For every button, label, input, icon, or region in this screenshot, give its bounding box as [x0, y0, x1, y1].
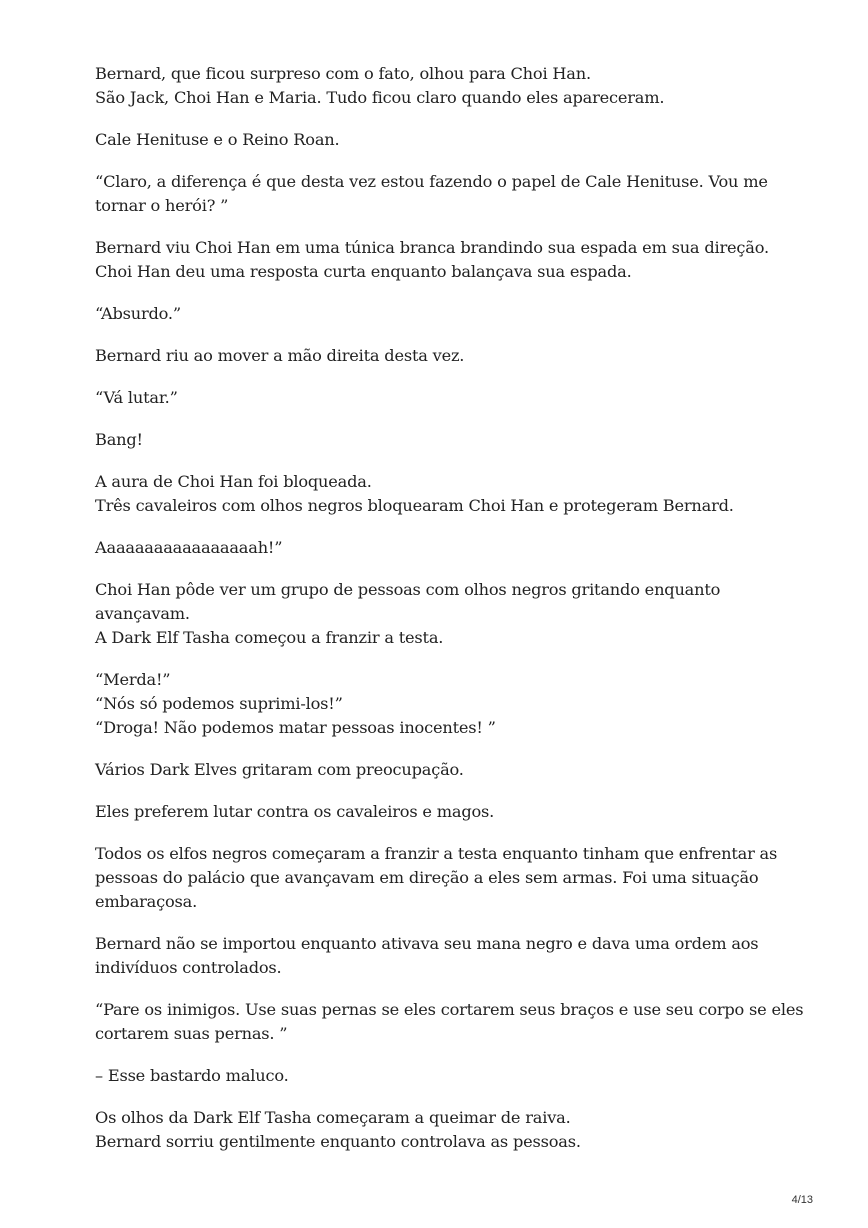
text-line: Os olhos da Dark Elf Tasha começaram a queimar de raiva. [95, 1108, 571, 1127]
text-line: São Jack, Choi Han e Maria. Tudo ficou claro quando eles apareceram. [95, 88, 665, 107]
text-line: Bernard, que ficou surpreso com o fato, olhou para Choi Han. [95, 64, 591, 83]
text-line: A Dark Elf Tasha começou a franzir a testa. [95, 628, 444, 647]
text-line: Choi Han deu uma resposta curta enquanto balançava sua espada. [95, 262, 632, 281]
text-line: “Vá lutar.” [95, 388, 178, 407]
paragraph [95, 536, 785, 560]
text-line: Bernard sorriu gentilmente enquanto controlava as pessoas. [95, 1132, 581, 1151]
text-line: Eles preferem lutar contra os cavaleiros e magos. [95, 802, 495, 821]
text-line: Três cavaleiros com olhos negros bloquearam Choi Han e protegeram Bernard. [95, 496, 734, 515]
text-line: tornar o herói? ” [95, 196, 229, 215]
text-line: Vários Dark Elves gritaram com preocupação. [95, 760, 464, 779]
paragraph [95, 842, 785, 914]
text-line: “Nós só podemos suprimi-los!” [95, 694, 343, 713]
paragraph [95, 170, 785, 218]
text-line: Cale Henituse e o Reino Roan. [95, 130, 340, 149]
paragraph [95, 1106, 785, 1154]
paragraph [95, 128, 785, 152]
document-body [95, 62, 804, 1172]
paragraph [95, 578, 785, 650]
text-line: “Pare os inimigos. Use suas pernas se eles cortarem seus braços e use seu corpo se eles [95, 1000, 804, 1019]
text-line: Bernard viu Choi Han em uma túnica branca brandindo sua espada em sua direção. [95, 238, 769, 257]
text-line: embaraçosa. [95, 892, 198, 911]
paragraph [95, 1064, 785, 1088]
text-line: pessoas do palácio que avançavam em direção a eles sem armas. Foi uma situação [95, 868, 759, 887]
text-line: Aaaaaaaaaaaaaaaaah!” [95, 538, 283, 557]
text-line: cortarem suas pernas. ” [95, 1024, 288, 1043]
paragraph [95, 668, 785, 740]
paragraph [95, 998, 804, 1046]
paragraph [95, 758, 785, 782]
text-line: A aura de Choi Han foi bloqueada. [95, 472, 372, 491]
text-line: avançavam. [95, 604, 190, 623]
paragraph [95, 470, 785, 518]
page-number: 4/13 [791, 1194, 813, 1206]
text-line: “Claro, a diferença é que desta vez estou fazendo o papel de Cale Henituse. Vou me [95, 172, 768, 191]
text-line: Bang! [95, 430, 143, 449]
text-line: Todos os elfos negros começaram a franzir a testa enquanto tinham que enfrentar as [95, 844, 778, 863]
text-line: “Absurdo.” [95, 304, 181, 323]
text-line: “Droga! Não podemos matar pessoas inocentes! ” [95, 718, 496, 737]
paragraph [95, 932, 785, 980]
text-line: “Merda!” [95, 670, 171, 689]
text-line: Choi Han pôde ver um grupo de pessoas com olhos negros gritando enquanto [95, 580, 721, 599]
paragraph [95, 236, 785, 284]
paragraph [95, 386, 785, 410]
text-line: Bernard não se importou enquanto ativava seu mana negro e dava uma ordem aos [95, 934, 759, 953]
paragraph [95, 800, 785, 824]
paragraph [95, 302, 785, 326]
text-line: Bernard riu ao mover a mão direita desta vez. [95, 346, 465, 365]
paragraph [95, 344, 785, 368]
paragraph [95, 62, 785, 110]
text-line: – Esse bastardo maluco. [95, 1066, 289, 1085]
paragraph [95, 428, 785, 452]
text-line: indivíduos controlados. [95, 958, 282, 977]
